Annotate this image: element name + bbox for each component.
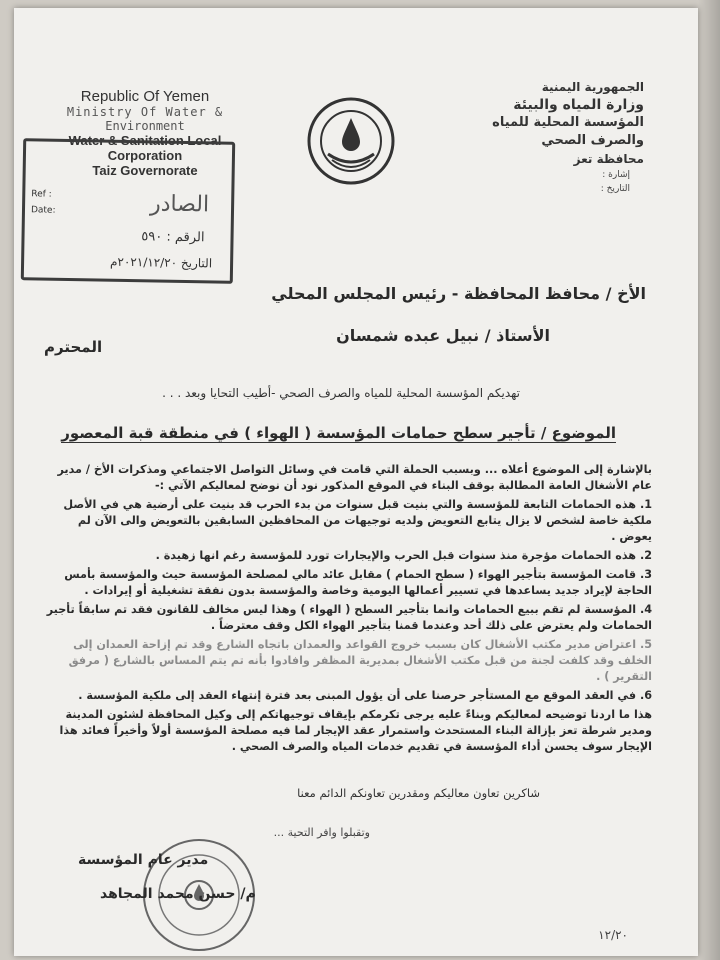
greeting: تهديكم المؤسسة المحلية للمياه والصرف الصحي -أطيب التحايا وبعد . . .	[162, 386, 520, 400]
closing-line: وتقبلوا وافر التحية ...	[273, 826, 370, 839]
stamp-date: التاريخ ٢٠٢١/١٢/٢٠م	[109, 254, 213, 271]
stamp-date-label: Date:	[30, 205, 56, 216]
stamp-ref-label: Ref :	[31, 189, 52, 200]
header-en-line5: Taiz Governorate	[92, 163, 198, 178]
thanks-line: شاكرين تعاون معاليكم ومقدرين تعاونكم الدائم معنا	[297, 786, 540, 800]
addressee-line1: الأخ / محافظ المحافظة - رئيس المجلس المحلي	[271, 284, 646, 303]
header-ar-line4: محافظة تعز	[573, 152, 644, 166]
point-5: 5. اعتراض مدير مكتب الأشغال كان بسبب خروج القواعد والعمدان باتجاه الشارع وقد تم إزاحة العمدان إلى الخلف وقد كلفت لجنة من قبل مكتب الأشغال بمديرية المظفر وافادوا بأنه تم يتم المساس بالشارع ( مرفق التقرير ) .	[68, 638, 652, 683]
ar-date-label: التاريخ :	[600, 184, 630, 194]
letter-body	[42, 462, 652, 758]
addressee-line2: الأستاذ / نبيل عبده شمسان	[336, 326, 550, 345]
point-3: 3. قامت المؤسسة بتأجير الهواء ( سطح الحمام ) مقابل عائد مالي لمصلحة المؤسسة حيث والمؤسسة بأمس الحاجة لإيراد جديد يساعدها في تسيير أعمالها اليومية وخاصة والمؤسسة بدون نفقة تشغيلية أو إيرادات .	[64, 568, 652, 597]
header-ar-line1: الجمهورية اليمنية	[541, 80, 644, 94]
paper-edge-shadow	[698, 0, 720, 960]
arabic-ref-lines	[510, 168, 630, 196]
stamp-outgoing-label: الصادر	[149, 191, 210, 218]
outgoing-stamp	[21, 138, 235, 284]
subject-line: الموضوع / تأجير سطح حمامات المؤسسة ( الهواء ) في منطقة قبة المعصور	[61, 424, 616, 442]
arabic-letterhead	[444, 78, 644, 168]
point-6: 6. في العقد الموقع مع المستأجر حرصنا على أن يؤول المبنى بعد فترة إنتهاء العقد إلى ملكية المؤسسة .	[78, 689, 652, 702]
point-4: 4. المؤسسة لم تقم ببيع الحمامات وانما بتأجير السطح ( الهواء ) وهذا ليس مخالف للقانون فقد تم سابقاً تأجير الحمامات ولم يعترض على ذلك أحد وعندما قمنا بتأجير الهواء الكل وقف معترضاً .	[46, 603, 652, 632]
bottom-scribble: ١٢/٢٠	[598, 928, 628, 942]
header-en-line4: Water & Sanitation Local Corporation	[68, 133, 222, 163]
point-2: 2. هذه الحمامات مؤجرة منذ سنوات قبل الحرب والإيجارات تورد للمؤسسة رغم انها زهيدة .	[155, 549, 652, 562]
signature-title: مدير عام المؤسسة	[78, 852, 209, 868]
stamp-number: الرقم : ٥٩٠	[141, 229, 205, 246]
header-en-line2: Ministry Of Water &	[66, 105, 224, 119]
intro-paragraph: بالإشارة إلى الموضوع أعلاه ... وبسبب الحملة التي قامت في وسائل التواصل الاجتماعي ومذكرات الأخ / مدير عام الأشغال العامة المطالبة بوقف البناء في الموقع المذكور نود أن نوضح لمعاليكم الآتي :-	[57, 463, 652, 492]
ar-ref-label: إشارة :	[602, 170, 630, 180]
point-1: 1. هذه الحمامات التابعة للمؤسسة والتي بنيت قبل سنوات من بدء الحرب قد بنيت على أرضية هي في الأصل ملكية خاصة لشخص لا يزال يتابع التعويض ولديه توجيهات من المحافظين السابقين بالتعويض والى الآن لم يعوض .	[63, 498, 652, 543]
header-ar-line3: المؤسسة المحلية للمياه والصرف الصحي	[492, 115, 644, 148]
header-en-line3: Environment	[105, 119, 185, 133]
signature-name: م/ حسن محمد المجاهد	[100, 886, 256, 902]
header-en-line1: Republic Of Yemen	[80, 88, 210, 105]
conclusion-paragraph: هذا ما اردنا توضيحه لمعاليكم وبناءً عليه يرجى تكرمكم بإيقاف توجيهاتكم إلى وكيل المحافظة لشئون المدينة ومدير شرطة تعز بإزالة البناء المستحدث واستمرار عقد الإيجار لما فيه مصلحة المؤسسة أولاً وأخيراً فعائد هذا الإيجار سوف يحسن أداء المؤسسة في تقديم خدمات المياه والصرف الصحي .	[59, 708, 652, 753]
header-ar-line2: وزارة المياه والبيئة	[513, 97, 644, 113]
corporation-logo-icon	[306, 96, 396, 186]
respected-label: المحترم	[44, 338, 103, 356]
